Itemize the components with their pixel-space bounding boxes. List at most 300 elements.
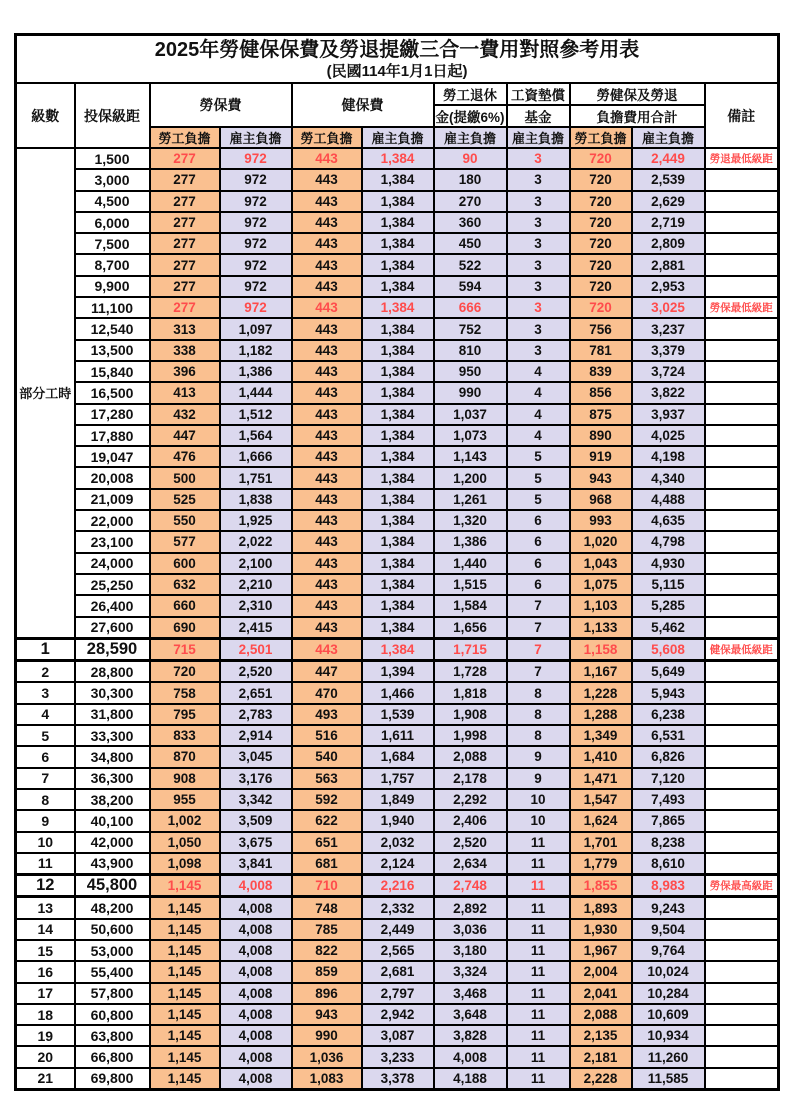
- labor-employee-fee: 1,050: [150, 832, 220, 853]
- remark-cell: [705, 961, 779, 982]
- bracket-cell: 1,500: [75, 148, 150, 169]
- level-cell: 17: [16, 983, 75, 1004]
- page-subtitle: (民國114年1月1日起): [326, 63, 468, 80]
- labor-employer-fee: 3,176: [220, 768, 292, 789]
- pension-employer-fee: 1,728: [434, 661, 507, 683]
- wage-fund-employer-fee: 11: [507, 875, 570, 897]
- remark-cell: 勞退最低級距: [705, 148, 779, 169]
- labor-employer-fee: 4,008: [220, 940, 292, 961]
- health-employer-fee: 1,384: [362, 574, 434, 595]
- pension-employer-fee: 2,634: [434, 853, 507, 875]
- wage-fund-employer-fee: 3: [507, 276, 570, 297]
- labor-employer-fee: 2,501: [220, 638, 292, 660]
- page-title: 2025年勞健保保費及勞退提繳三合一費用對照參考用表: [154, 39, 640, 61]
- remark-cell: [705, 940, 779, 961]
- total-employer-fee: 2,719: [632, 212, 705, 233]
- total-employer-fee: 2,539: [632, 169, 705, 190]
- level-cell: 19: [16, 1025, 75, 1046]
- remark-cell: [705, 553, 779, 574]
- health-employer-fee: 1,757: [362, 768, 434, 789]
- labor-employer-fee: 3,675: [220, 832, 292, 853]
- table-row: [16, 704, 779, 725]
- labor-employer-fee: 972: [220, 191, 292, 212]
- total-employer-fee: 6,826: [632, 746, 705, 767]
- health-employer-fee: 1,384: [362, 361, 434, 382]
- pension-employer-fee: 1,037: [434, 404, 507, 425]
- subheader-total-employee: 勞工負擔: [570, 127, 632, 148]
- total-employer-fee: 5,115: [632, 574, 705, 595]
- wage-fund-employer-fee: 8: [507, 704, 570, 725]
- level-cell: 18: [16, 1004, 75, 1025]
- labor-employee-fee: 447: [150, 425, 220, 446]
- pension-employer-fee: 1,908: [434, 704, 507, 725]
- level-cell: 6: [16, 746, 75, 767]
- total-employer-fee: 8,983: [632, 875, 705, 897]
- remark-cell: [705, 661, 779, 683]
- level-cell: 7: [16, 768, 75, 789]
- pension-employer-fee: 3,324: [434, 961, 507, 982]
- wage-fund-employer-fee: 5: [507, 446, 570, 467]
- remark-cell: 健保最低級距: [705, 638, 779, 660]
- health-employer-fee: 1,394: [362, 661, 434, 683]
- total-employer-fee: 4,798: [632, 531, 705, 552]
- health-employee-fee: 443: [292, 340, 362, 361]
- bracket-cell: 25,250: [75, 574, 150, 595]
- pension-employer-fee: 1,073: [434, 425, 507, 446]
- total-employer-fee: 4,340: [632, 467, 705, 488]
- bracket-cell: 30,300: [75, 682, 150, 703]
- table-row: [16, 531, 779, 552]
- table-row: [16, 725, 779, 746]
- labor-employee-fee: 908: [150, 768, 220, 789]
- total-employee-fee: 1,043: [570, 553, 632, 574]
- labor-employer-fee: 1,838: [220, 489, 292, 510]
- total-employee-fee: 993: [570, 510, 632, 531]
- labor-employer-fee: 3,342: [220, 789, 292, 810]
- pension-employer-fee: 1,143: [434, 446, 507, 467]
- total-employee-fee: 1,855: [570, 875, 632, 897]
- wage-fund-employer-fee: 4: [507, 382, 570, 403]
- health-employee-fee: 943: [292, 1004, 362, 1025]
- labor-employer-fee: 2,520: [220, 661, 292, 683]
- total-employee-fee: 2,228: [570, 1068, 632, 1090]
- total-employee-fee: 1,624: [570, 810, 632, 831]
- labor-employee-fee: 870: [150, 746, 220, 767]
- col-header-labor-insurance: 勞保費: [150, 83, 292, 127]
- wage-fund-employer-fee: 5: [507, 467, 570, 488]
- wage-fund-employer-fee: 11: [507, 1025, 570, 1046]
- labor-employee-fee: 1,145: [150, 1025, 220, 1046]
- total-employee-fee: 756: [570, 318, 632, 339]
- remark-cell: [705, 595, 779, 616]
- total-employer-fee: 11,260: [632, 1046, 705, 1067]
- health-employer-fee: 1,940: [362, 810, 434, 831]
- health-employer-fee: 1,384: [362, 148, 434, 169]
- wage-fund-employer-fee: 3: [507, 169, 570, 190]
- labor-employer-fee: 972: [220, 148, 292, 169]
- total-employer-fee: 4,930: [632, 553, 705, 574]
- health-employee-fee: 443: [292, 382, 362, 403]
- wage-fund-employer-fee: 10: [507, 810, 570, 831]
- level-cell: 10: [16, 832, 75, 853]
- pension-employer-fee: 950: [434, 361, 507, 382]
- total-employee-fee: 1,779: [570, 853, 632, 875]
- level-cell: 20: [16, 1046, 75, 1067]
- health-employer-fee: 1,384: [362, 553, 434, 574]
- pension-employer-fee: 3,180: [434, 940, 507, 961]
- wage-fund-employer-fee: 11: [507, 919, 570, 940]
- subheader-total-employer: 雇主負擔: [632, 127, 705, 148]
- health-employee-fee: 443: [292, 191, 362, 212]
- labor-employer-fee: 4,008: [220, 983, 292, 1004]
- labor-employer-fee: 972: [220, 254, 292, 275]
- health-employee-fee: 710: [292, 875, 362, 897]
- total-employer-fee: 11,585: [632, 1068, 705, 1090]
- table-row: [16, 404, 779, 425]
- health-employer-fee: 3,378: [362, 1068, 434, 1090]
- health-employer-fee: 2,332: [362, 897, 434, 919]
- labor-employee-fee: 632: [150, 574, 220, 595]
- remark-cell: [705, 169, 779, 190]
- total-employer-fee: 3,937: [632, 404, 705, 425]
- table-row: [16, 212, 779, 233]
- total-employee-fee: 1,228: [570, 682, 632, 703]
- table-row: [16, 361, 779, 382]
- total-employer-fee: 4,488: [632, 489, 705, 510]
- health-employer-fee: 3,087: [362, 1025, 434, 1046]
- labor-employee-fee: 1,145: [150, 1004, 220, 1025]
- pension-employer-fee: 1,440: [434, 553, 507, 574]
- total-employer-fee: 3,237: [632, 318, 705, 339]
- labor-employee-fee: 600: [150, 553, 220, 574]
- labor-employee-fee: 396: [150, 361, 220, 382]
- labor-employer-fee: 2,310: [220, 595, 292, 616]
- health-employer-fee: 1,384: [362, 595, 434, 616]
- total-employee-fee: 1,167: [570, 661, 632, 683]
- health-employer-fee: 2,216: [362, 875, 434, 897]
- bracket-cell: 12,540: [75, 318, 150, 339]
- bracket-cell: 23,100: [75, 531, 150, 552]
- total-employer-fee: 9,504: [632, 919, 705, 940]
- subheader-health-employer: 雇主負擔: [362, 127, 434, 148]
- col-header-total-line1: 勞健保及勞退: [570, 83, 705, 105]
- bracket-cell: 50,600: [75, 919, 150, 940]
- total-employee-fee: 1,075: [570, 574, 632, 595]
- total-employee-fee: 968: [570, 489, 632, 510]
- bracket-cell: 28,800: [75, 661, 150, 683]
- labor-employer-fee: 972: [220, 169, 292, 190]
- health-employer-fee: 2,681: [362, 961, 434, 982]
- health-employee-fee: 443: [292, 361, 362, 382]
- pension-employer-fee: 1,818: [434, 682, 507, 703]
- labor-employer-fee: 2,022: [220, 531, 292, 552]
- bracket-cell: 7,500: [75, 233, 150, 254]
- health-employer-fee: 1,384: [362, 617, 434, 639]
- labor-employee-fee: 277: [150, 191, 220, 212]
- labor-employer-fee: 4,008: [220, 1025, 292, 1046]
- labor-employee-fee: 277: [150, 254, 220, 275]
- wage-fund-employer-fee: 11: [507, 832, 570, 853]
- bracket-cell: 31,800: [75, 704, 150, 725]
- total-employer-fee: 4,025: [632, 425, 705, 446]
- wage-fund-employer-fee: 3: [507, 318, 570, 339]
- labor-employee-fee: 338: [150, 340, 220, 361]
- pension-employer-fee: 180: [434, 169, 507, 190]
- table-row: [16, 340, 779, 361]
- remark-cell: [705, 531, 779, 552]
- labor-employer-fee: 972: [220, 297, 292, 318]
- labor-employer-fee: 1,666: [220, 446, 292, 467]
- remark-cell: [705, 768, 779, 789]
- total-employer-fee: 7,120: [632, 768, 705, 789]
- health-employee-fee: 447: [292, 661, 362, 683]
- health-employee-fee: 748: [292, 897, 362, 919]
- health-employee-fee: 443: [292, 531, 362, 552]
- total-employee-fee: 720: [570, 254, 632, 275]
- table-header: [16, 35, 779, 149]
- labor-employee-fee: 1,002: [150, 810, 220, 831]
- labor-employer-fee: 1,925: [220, 510, 292, 531]
- labor-employee-fee: 955: [150, 789, 220, 810]
- pension-employer-fee: 1,200: [434, 467, 507, 488]
- level-cell: 4: [16, 704, 75, 725]
- pension-employer-fee: 522: [434, 254, 507, 275]
- health-employee-fee: 443: [292, 467, 362, 488]
- bracket-cell: 42,000: [75, 832, 150, 853]
- health-employer-fee: 1,384: [362, 382, 434, 403]
- table-row: [16, 574, 779, 595]
- table-row: [16, 961, 779, 982]
- bracket-cell: 38,200: [75, 789, 150, 810]
- bracket-cell: 24,000: [75, 553, 150, 574]
- table-row: [16, 510, 779, 531]
- health-employer-fee: 1,384: [362, 340, 434, 361]
- remark-cell: [705, 1025, 779, 1046]
- total-employee-fee: 1,158: [570, 638, 632, 660]
- labor-employee-fee: 476: [150, 446, 220, 467]
- labor-employer-fee: 3,045: [220, 746, 292, 767]
- remark-cell: [705, 704, 779, 725]
- total-employee-fee: 943: [570, 467, 632, 488]
- health-employee-fee: 859: [292, 961, 362, 982]
- health-employer-fee: 1,384: [362, 404, 434, 425]
- labor-employee-fee: 277: [150, 233, 220, 254]
- health-employee-fee: 785: [292, 919, 362, 940]
- wage-fund-employer-fee: 3: [507, 340, 570, 361]
- health-employee-fee: 443: [292, 595, 362, 616]
- total-employee-fee: 1,288: [570, 704, 632, 725]
- bracket-cell: 22,000: [75, 510, 150, 531]
- remark-cell: [705, 897, 779, 919]
- total-employer-fee: 8,238: [632, 832, 705, 853]
- labor-employer-fee: 1,182: [220, 340, 292, 361]
- bracket-cell: 27,600: [75, 617, 150, 639]
- labor-employee-fee: 795: [150, 704, 220, 725]
- remark-cell: [705, 361, 779, 382]
- remark-cell: [705, 983, 779, 1004]
- table-row: [16, 940, 779, 961]
- labor-employer-fee: 4,008: [220, 1004, 292, 1025]
- total-employee-fee: 720: [570, 212, 632, 233]
- table-row: [16, 810, 779, 831]
- wage-fund-employer-fee: 11: [507, 1004, 570, 1025]
- health-employee-fee: 563: [292, 768, 362, 789]
- table-row: [16, 919, 779, 940]
- level-cell: 1: [16, 638, 75, 660]
- total-employer-fee: 7,493: [632, 789, 705, 810]
- health-employee-fee: 443: [292, 212, 362, 233]
- level-cell: 5: [16, 725, 75, 746]
- table-row: [16, 191, 779, 212]
- health-employee-fee: 443: [292, 425, 362, 446]
- total-employee-fee: 919: [570, 446, 632, 467]
- level-cell: 8: [16, 789, 75, 810]
- labor-employer-fee: 4,008: [220, 875, 292, 897]
- wage-fund-employer-fee: 10: [507, 789, 570, 810]
- wage-fund-employer-fee: 3: [507, 233, 570, 254]
- labor-employer-fee: 4,008: [220, 1068, 292, 1090]
- table-row: [16, 233, 779, 254]
- col-header-total-line2: 負擔費用合計: [570, 105, 705, 127]
- wage-fund-employer-fee: 7: [507, 617, 570, 639]
- title-row: [16, 35, 779, 84]
- pension-employer-fee: 1,656: [434, 617, 507, 639]
- total-employee-fee: 1,471: [570, 768, 632, 789]
- table-row: [16, 489, 779, 510]
- health-employee-fee: 443: [292, 254, 362, 275]
- table-row: [16, 897, 779, 919]
- pension-employer-fee: 752: [434, 318, 507, 339]
- remark-cell: [705, 725, 779, 746]
- labor-employee-fee: 277: [150, 148, 220, 169]
- health-employer-fee: 1,384: [362, 318, 434, 339]
- total-employer-fee: 9,243: [632, 897, 705, 919]
- labor-employer-fee: 1,386: [220, 361, 292, 382]
- bracket-cell: 19,047: [75, 446, 150, 467]
- labor-employer-fee: 972: [220, 276, 292, 297]
- labor-employer-fee: 972: [220, 233, 292, 254]
- remark-cell: [705, 1068, 779, 1090]
- remark-cell: [705, 617, 779, 639]
- total-employer-fee: 2,809: [632, 233, 705, 254]
- wage-fund-employer-fee: 4: [507, 425, 570, 446]
- pension-employer-fee: 2,088: [434, 746, 507, 767]
- labor-employer-fee: 3,841: [220, 853, 292, 875]
- pension-employer-fee: 4,188: [434, 1068, 507, 1090]
- labor-employee-fee: 758: [150, 682, 220, 703]
- col-header-wage-fund-line1: 工資墊償: [507, 83, 570, 105]
- labor-employee-fee: 313: [150, 318, 220, 339]
- total-employer-fee: 6,531: [632, 725, 705, 746]
- remark-cell: [705, 254, 779, 275]
- table-row: [16, 661, 779, 683]
- wage-fund-employer-fee: 7: [507, 661, 570, 683]
- labor-employer-fee: 2,100: [220, 553, 292, 574]
- table-row: [16, 276, 779, 297]
- total-employee-fee: 720: [570, 297, 632, 318]
- health-employer-fee: 1,384: [362, 638, 434, 660]
- health-employee-fee: 443: [292, 233, 362, 254]
- health-employer-fee: 2,449: [362, 919, 434, 940]
- remark-cell: [705, 853, 779, 875]
- wage-fund-employer-fee: 6: [507, 510, 570, 531]
- pension-employer-fee: 1,584: [434, 595, 507, 616]
- total-employee-fee: 2,181: [570, 1046, 632, 1067]
- health-employee-fee: 651: [292, 832, 362, 853]
- health-employer-fee: 1,384: [362, 531, 434, 552]
- labor-employee-fee: 1,098: [150, 853, 220, 875]
- total-employee-fee: 781: [570, 340, 632, 361]
- wage-fund-employer-fee: 6: [507, 553, 570, 574]
- bracket-cell: 15,840: [75, 361, 150, 382]
- table-row: [16, 553, 779, 574]
- remark-cell: [705, 746, 779, 767]
- pension-employer-fee: 990: [434, 382, 507, 403]
- table-row: [16, 297, 779, 318]
- total-employee-fee: 720: [570, 148, 632, 169]
- bracket-cell: 26,400: [75, 595, 150, 616]
- pension-employer-fee: 1,320: [434, 510, 507, 531]
- bracket-cell: 36,300: [75, 768, 150, 789]
- health-employee-fee: 990: [292, 1025, 362, 1046]
- remark-cell: [705, 489, 779, 510]
- labor-employee-fee: 690: [150, 617, 220, 639]
- total-employee-fee: 2,135: [570, 1025, 632, 1046]
- labor-employer-fee: 4,008: [220, 1046, 292, 1067]
- total-employee-fee: 839: [570, 361, 632, 382]
- total-employer-fee: 6,238: [632, 704, 705, 725]
- remark-cell: [705, 233, 779, 254]
- pension-employer-fee: 2,292: [434, 789, 507, 810]
- bracket-cell: 60,800: [75, 1004, 150, 1025]
- health-employee-fee: 622: [292, 810, 362, 831]
- health-employer-fee: 1,684: [362, 746, 434, 767]
- total-employer-fee: 4,198: [632, 446, 705, 467]
- health-employer-fee: 1,384: [362, 467, 434, 488]
- bracket-cell: 57,800: [75, 983, 150, 1004]
- bracket-cell: 9,900: [75, 276, 150, 297]
- total-employer-fee: 2,881: [632, 254, 705, 275]
- table-row: [16, 617, 779, 639]
- labor-employee-fee: 1,145: [150, 1068, 220, 1090]
- remark-cell: [705, 574, 779, 595]
- table-row: [16, 1025, 779, 1046]
- wage-fund-employer-fee: 11: [507, 940, 570, 961]
- subheader-labor-employee: 勞工負擔: [150, 127, 220, 148]
- bracket-cell: 48,200: [75, 897, 150, 919]
- health-employer-fee: 1,384: [362, 254, 434, 275]
- total-employee-fee: 1,103: [570, 595, 632, 616]
- bracket-cell: 8,700: [75, 254, 150, 275]
- pension-employer-fee: 1,515: [434, 574, 507, 595]
- total-employer-fee: 9,764: [632, 940, 705, 961]
- health-employee-fee: 443: [292, 489, 362, 510]
- wage-fund-employer-fee: 5: [507, 489, 570, 510]
- total-employee-fee: 2,088: [570, 1004, 632, 1025]
- labor-employer-fee: 4,008: [220, 961, 292, 982]
- wage-fund-employer-fee: 11: [507, 1068, 570, 1090]
- pension-employer-fee: 2,748: [434, 875, 507, 897]
- bracket-cell: 6,000: [75, 212, 150, 233]
- pension-employer-fee: 360: [434, 212, 507, 233]
- total-employer-fee: 2,953: [632, 276, 705, 297]
- labor-employer-fee: 2,415: [220, 617, 292, 639]
- health-employer-fee: 1,849: [362, 789, 434, 810]
- labor-employer-fee: 972: [220, 212, 292, 233]
- col-header-health-insurance: 健保費: [292, 83, 434, 127]
- wage-fund-employer-fee: 7: [507, 638, 570, 660]
- health-employer-fee: 1,539: [362, 704, 434, 725]
